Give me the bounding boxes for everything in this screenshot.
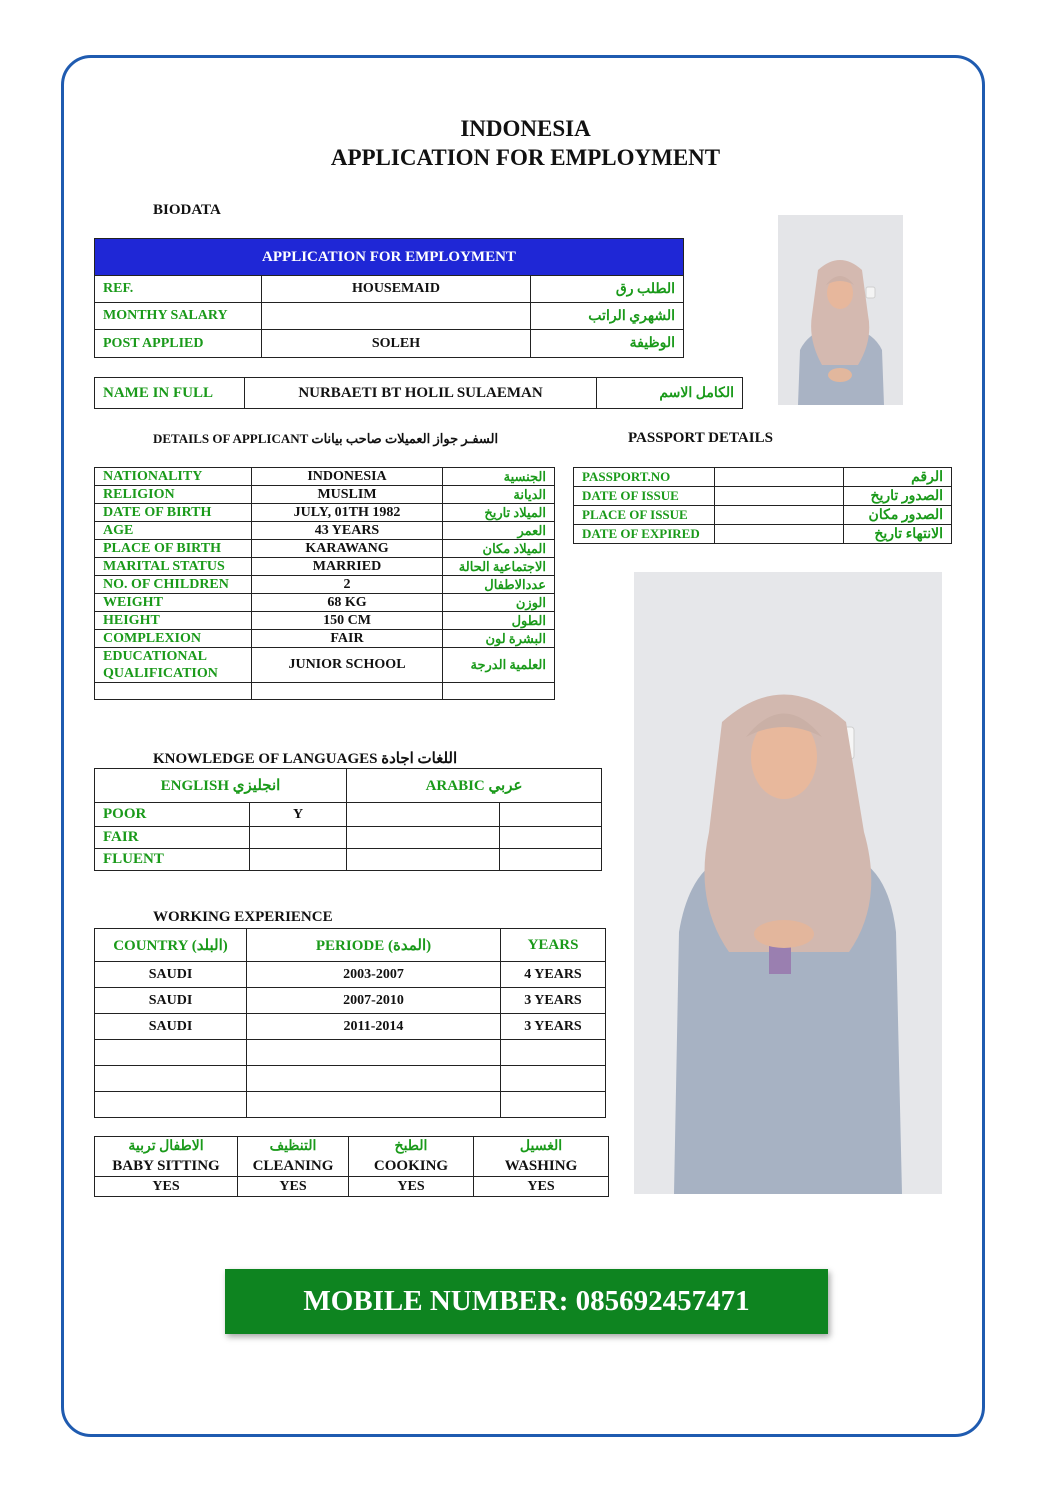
details-row — [95, 504, 555, 522]
details-row — [95, 558, 555, 576]
skill-arabic: الطبخ — [349, 1137, 474, 1157]
skill-arabic: التنظيف — [238, 1137, 349, 1157]
biodata-label: BIODATA — [153, 202, 221, 218]
details-arabic: عددالاطفال — [443, 576, 555, 594]
experience-title: WORKING EXPERIENCE — [153, 909, 333, 925]
country-title: INDONESIA — [460, 116, 591, 141]
ref-value: HOUSEMAID — [262, 276, 531, 303]
passport-label: PLACE OF ISSUE — [574, 506, 715, 525]
details-row — [95, 486, 555, 504]
passport-arabic: الصدور تاريخ — [844, 487, 952, 506]
applicant-photo-full — [634, 572, 942, 1194]
name-arabic: الكامل الاسم — [597, 378, 743, 409]
details-arabic: الاجتماعية الحالة — [443, 558, 555, 576]
post-arabic: الوظيفة — [531, 330, 684, 358]
languages-title: KNOWLEDGE OF LANGUAGES اللغات اجادة — [153, 751, 458, 767]
details-label: NATIONALITY — [95, 468, 252, 486]
fluent-extra — [500, 849, 602, 871]
experience-header: YEARS — [501, 929, 606, 962]
passport-arabic: الرقم — [844, 468, 952, 487]
english-header: ENGLISH انجليزي — [95, 769, 347, 803]
experience-header: PERIODE (المدة) — [247, 929, 501, 962]
skill-value: YES — [349, 1177, 474, 1197]
poor-label: POOR — [95, 803, 250, 827]
experience-cell — [95, 1092, 247, 1118]
name-value: NURBAETI BT HOLIL SULAEMAN — [245, 378, 597, 409]
experience-cell — [95, 1066, 247, 1092]
details-label: PLACE OF BIRTH — [95, 540, 252, 558]
details-value: 2 — [252, 576, 443, 594]
passport-row — [574, 468, 952, 487]
details-value: MUSLIM — [252, 486, 443, 504]
experience-cell — [501, 1066, 606, 1092]
passport-arabic: الصدور مكان — [844, 506, 952, 525]
skill-label: CLEANING — [238, 1157, 349, 1177]
experience-row — [95, 1040, 606, 1066]
passport-arabic: الانتهاء تاريخ — [844, 525, 952, 544]
details-value: FAIR — [252, 630, 443, 648]
details-label: DATE OF BIRTH — [95, 504, 252, 522]
experience-row — [95, 1066, 606, 1092]
skills-table — [94, 1136, 609, 1197]
details-row — [95, 594, 555, 612]
experience-cell: SAUDI — [95, 1014, 247, 1040]
ref-arabic: الطلب رق — [531, 276, 684, 303]
details-row — [95, 468, 555, 486]
experience-row — [95, 962, 606, 988]
fair-extra — [500, 827, 602, 849]
arabic-header: ARABIC عربي — [347, 769, 602, 803]
details-empty-row — [95, 683, 555, 700]
experience-cell — [501, 1092, 606, 1118]
details-arabic: العمر — [443, 522, 555, 540]
details-label: RELIGION — [95, 486, 252, 504]
fluent-label: FLUENT — [95, 849, 250, 871]
details-row — [95, 648, 555, 683]
details-arabic: الميلاد مكان — [443, 540, 555, 558]
details-value: JUNIOR SCHOOL — [252, 648, 443, 683]
post-label: POST APPLIED — [95, 330, 262, 358]
details-value: 68 KG — [252, 594, 443, 612]
details-row — [95, 630, 555, 648]
experience-cell: 4 YEARS — [501, 962, 606, 988]
details-arabic: البشرة لون — [443, 630, 555, 648]
experience-cell: 2007-2010 — [247, 988, 501, 1014]
details-value: JULY, 01TH 1982 — [252, 504, 443, 522]
experience-cell: SAUDI — [95, 962, 247, 988]
details-label: WEIGHT — [95, 594, 252, 612]
name-label: NAME IN FULL — [95, 378, 245, 409]
application-table — [94, 238, 684, 358]
details-arabic: الجنسية — [443, 468, 555, 486]
experience-row — [95, 1014, 606, 1040]
experience-cell — [95, 1040, 247, 1066]
details-arabic: الطول — [443, 612, 555, 630]
poor-english: Y — [250, 803, 347, 827]
details-label: COMPLEXION — [95, 630, 252, 648]
details-arabic: الديانة — [443, 486, 555, 504]
passport-title: PASSPORT DETAILS — [628, 430, 773, 446]
skill-arabic: الاطفال تربية — [95, 1137, 238, 1157]
details-row — [95, 540, 555, 558]
details-arabic: الوزن — [443, 594, 555, 612]
details-label: MARITAL STATUS — [95, 558, 252, 576]
passport-value — [715, 487, 844, 506]
passport-label: PASSPORT.NO — [574, 468, 715, 487]
experience-cell: SAUDI — [95, 988, 247, 1014]
skill-value: YES — [95, 1177, 238, 1197]
experience-table — [94, 928, 606, 1118]
skills-arabic-row — [95, 1137, 609, 1157]
details-label: AGE — [95, 522, 252, 540]
experience-row — [95, 988, 606, 1014]
passport-value — [715, 468, 844, 487]
salary-label: MONTHY SALARY — [95, 303, 262, 330]
experience-cell — [501, 1040, 606, 1066]
experience-cell — [247, 1066, 501, 1092]
details-table — [94, 467, 555, 700]
applicant-photo-small — [778, 215, 903, 405]
poor-arabic — [347, 803, 500, 827]
fair-arabic — [347, 827, 500, 849]
experience-cell: 2003-2007 — [247, 962, 501, 988]
experience-header: COUNTRY (البلد) — [95, 929, 247, 962]
skill-label: BABY SITTING — [95, 1157, 238, 1177]
skill-arabic: الغسيل — [474, 1137, 609, 1157]
languages-table — [94, 768, 602, 871]
skills-value-row — [95, 1177, 609, 1197]
poor-extra — [500, 803, 602, 827]
experience-cell: 3 YEARS — [501, 988, 606, 1014]
experience-row — [95, 1092, 606, 1118]
details-arabic: الميلاد تاريخ — [443, 504, 555, 522]
name-table — [94, 377, 743, 409]
details-value: 43 YEARS — [252, 522, 443, 540]
experience-cell — [247, 1040, 501, 1066]
skill-value: YES — [238, 1177, 349, 1197]
experience-cell: 3 YEARS — [501, 1014, 606, 1040]
post-value: SOLEH — [262, 330, 531, 358]
passport-value — [715, 525, 844, 544]
details-label: HEIGHT — [95, 612, 252, 630]
details-value: KARAWANG — [252, 540, 443, 558]
details-row — [95, 612, 555, 630]
passport-table — [573, 467, 952, 544]
salary-arabic: الشهري الراتب — [531, 303, 684, 330]
ref-label: REF. — [95, 276, 262, 303]
fair-label: FAIR — [95, 827, 250, 849]
form-title: APPLICATION FOR EMPLOYMENT — [330, 145, 721, 170]
application-header: APPLICATION FOR EMPLOYMENT — [95, 239, 684, 276]
details-arabic: العلمية الدرجة — [443, 648, 555, 683]
details-value: INDONESIA — [252, 468, 443, 486]
skill-value: YES — [474, 1177, 609, 1197]
details-label: NO. OF CHILDREN — [95, 576, 252, 594]
passport-label: DATE OF EXPIRED — [574, 525, 715, 544]
details-row — [95, 522, 555, 540]
experience-header-row — [95, 929, 606, 962]
passport-value — [715, 506, 844, 525]
details-row — [95, 576, 555, 594]
fair-english — [250, 827, 347, 849]
passport-label: DATE OF ISSUE — [574, 487, 715, 506]
details-title: DETAILS OF APPLICANT السفـر جواز العميلات صاحب بيانات — [153, 431, 499, 446]
passport-row — [574, 506, 952, 525]
experience-cell: 2011-2014 — [247, 1014, 501, 1040]
skills-label-row — [95, 1157, 609, 1177]
salary-value — [262, 303, 531, 330]
details-label: EDUCATIONAL QUALIFICATION — [95, 648, 252, 683]
fluent-arabic — [347, 849, 500, 871]
details-value: 150 CM — [252, 612, 443, 630]
details-value: MARRIED — [252, 558, 443, 576]
passport-row — [574, 487, 952, 506]
skill-label: COOKING — [349, 1157, 474, 1177]
passport-row — [574, 525, 952, 544]
mobile-number-banner: MOBILE NUMBER: 085692457471 — [225, 1269, 828, 1334]
fluent-english — [250, 849, 347, 871]
skill-label: WASHING — [474, 1157, 609, 1177]
experience-cell — [247, 1092, 501, 1118]
